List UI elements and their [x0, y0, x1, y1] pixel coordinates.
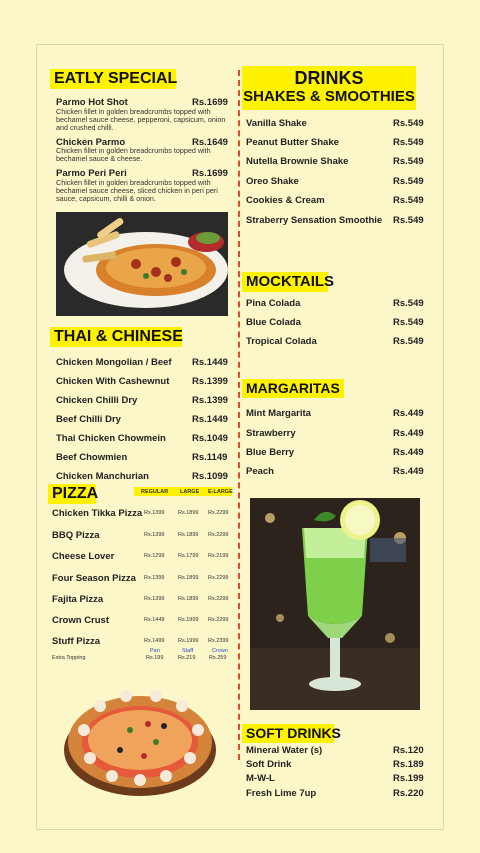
pizza-price: Rs.1999 [178, 617, 199, 623]
pizza-header: PIZZA [48, 484, 96, 504]
pizza-price: Rs.2299 [208, 575, 229, 581]
pizza-name: Stuff Pizza [52, 636, 101, 647]
menu-item-price: Rs.220 [393, 788, 424, 799]
mint-margarita-photo [250, 498, 420, 710]
menu-item-name: Chicken Chilli Dry [56, 395, 138, 406]
pizza-price: Rs.2299 [208, 596, 229, 602]
menu-item-price: Rs.1699 [192, 97, 228, 108]
pizza-price: Rs.1399 [144, 510, 165, 516]
menu-item-name: Mint Margarita [246, 408, 311, 419]
menu-item-name: Beef Chowmien [56, 452, 128, 463]
pizza-price: Rs.1799 [178, 553, 199, 559]
pizza-price: Rs.2299 [208, 510, 229, 516]
size-label-large: LARGE [180, 489, 200, 495]
pizza-price: Rs.1999 [178, 638, 199, 644]
pizza-name: Chicken Tikka Pizza [52, 508, 143, 519]
drinks-title: DRINKS [294, 68, 364, 88]
menu-item-description: Chicken fillet in golden breadcrumbs topped with bechamel sauce & cheese. [56, 146, 211, 163]
menu-item-price: Rs.1649 [192, 137, 228, 148]
menu-item-price: Rs.449 [393, 408, 424, 419]
menu-item-name: Cookies & Cream [246, 195, 325, 206]
pizza-price: Rs.1899 [178, 510, 199, 516]
drinks-header-box [242, 66, 416, 110]
menu-item-price: Rs.120 [393, 745, 424, 756]
pizza-price: Rs.1399 [144, 532, 165, 538]
menu-item-name: Strawberry [246, 428, 296, 439]
pizza-price: Rs.2199 [208, 553, 229, 559]
menu-item-price: Rs.1149 [192, 452, 228, 463]
size-label-regular: REGULAR [141, 489, 169, 495]
menu-item-price: Rs.1699 [192, 168, 228, 179]
pizza-price: Rs.1899 [178, 575, 199, 581]
menu-item-name: Parmo Peri Peri [56, 168, 127, 179]
menu-item-price: Rs.549 [393, 336, 424, 347]
menu-item-name: Chicken Mongolian / Beef [56, 357, 172, 368]
pizza-price: Rs.2299 [208, 532, 229, 538]
crust-label-pan: Pan [150, 648, 160, 654]
menu-item-name: M-W-L [246, 773, 275, 784]
pizza-name: Four Season Pizza [52, 573, 136, 584]
menu-item-name: Chicken Manchurian [56, 471, 149, 482]
menu-item-name: Blue Colada [246, 317, 301, 328]
menu-item-price: Rs.549 [393, 118, 424, 129]
thai-chinese-header: THAI & CHINESE [50, 327, 182, 347]
menu-item-price: Rs.449 [393, 447, 424, 458]
menu-item-name: Tropical Colada [246, 336, 317, 347]
menu-item-name: Peach [246, 466, 274, 477]
menu-item-price: Rs.1449 [192, 414, 228, 425]
menu-item-name: Oreo Shake [246, 176, 299, 187]
menu-item-name: Vanilla Shake [246, 118, 307, 129]
menu-item-name: Beef Chilli Dry [56, 414, 121, 425]
parmo-photo [56, 212, 228, 316]
menu-item-price: Rs.1399 [192, 376, 228, 387]
menu-item-name: Peanut Butter Shake [246, 137, 339, 148]
pizza-price: Rs.1449 [144, 617, 165, 623]
menu-item-price: Rs.449 [393, 466, 424, 477]
extra-topping-label: Extra Topping [52, 655, 86, 661]
pizza-photo [60, 670, 220, 800]
crust-label-crown: Crown [212, 648, 228, 654]
menu-item-price: Rs.1099 [192, 471, 228, 482]
menu-item-name: Fresh Lime 7up [246, 788, 317, 799]
menu-item-price: Rs.549 [393, 137, 424, 148]
menu-item-price: Rs.1399 [192, 395, 228, 406]
menu-item-name: Chicken Parmo [56, 137, 126, 148]
menu-item-name: Blue Berry [246, 447, 295, 458]
menu-item-name: Chicken With Cashewnut [56, 376, 170, 387]
menu-item-name: Parmo Hot Shot [56, 97, 128, 108]
pizza-name: Crown Crust [52, 615, 109, 626]
pizza-name: BBQ Pizza [52, 530, 100, 541]
menu-item-price: Rs.549 [393, 176, 424, 187]
menu-item-name: Soft Drink [246, 759, 292, 770]
menu-item-price: Rs.549 [393, 317, 424, 328]
pizza-name: Fajita Pizza [52, 594, 104, 605]
pizza-price: Rs.1899 [178, 532, 199, 538]
margaritas-header: MARGARITAS [242, 379, 344, 398]
extra-topping-price: Rs.219 [178, 655, 196, 661]
menu-item-price: Rs.549 [393, 156, 424, 167]
menu-item-name: Nutella Brownie Shake [246, 156, 349, 167]
menu-item-price: Rs.549 [393, 195, 424, 206]
crust-label-staff: Staff [182, 648, 194, 654]
pizza-price: Rs.1499 [144, 638, 165, 644]
pizza-price: Rs.2299 [208, 617, 229, 623]
menu-item-name: Straberry Sensation Smoothie [246, 215, 383, 226]
size-label-elarge: E-LARGE [208, 489, 233, 495]
pizza-price: Rs.1899 [178, 596, 199, 602]
extra-topping-price: Rs.199 [146, 655, 164, 661]
mocktails-header: MOCKTAILS [242, 272, 328, 292]
menu-item-name: Pina Colada [246, 298, 301, 309]
drinks-subtitle: SHAKES & SMOOTHIES [243, 88, 415, 105]
menu-item-name: Mineral Water (s) [246, 745, 323, 756]
menu-item-price: Rs.449 [393, 428, 424, 439]
pizza-price: Rs.1399 [144, 575, 165, 581]
eatly-special-header: EATLY SPECIAL [50, 69, 176, 89]
menu-item-price: Rs.1049 [192, 433, 228, 444]
menu-item-name: Thai Chicken Chowmein [56, 433, 166, 444]
pizza-price: Rs.1399 [144, 596, 165, 602]
menu-item-price: Rs.549 [393, 298, 424, 309]
menu-item-description: Chicken fillet in golden breadcrumbs topped with bechamel sauce cheese, pepperoni, capsicum, onion and crushed chilli. [56, 107, 226, 132]
pizza-price: Rs.1299 [144, 553, 165, 559]
pizza-name: Cheese Lover [52, 551, 115, 562]
soft-drinks-header: SOFT DRINKS [242, 724, 334, 743]
menu-item-price: Rs.189 [393, 759, 424, 770]
extra-topping-price: Rs.259 [209, 655, 227, 661]
pizza-price: Rs.2399 [208, 638, 229, 644]
menu-item-description: Chicken fillet in golden breadcrumbs topped with bechamel sauce cheese, sliced chicken in peri peri sauce, capsicum, chilli & onion. [56, 178, 218, 203]
column-divider [238, 70, 240, 760]
menu-item-price: Rs.549 [393, 215, 424, 226]
menu-item-price: Rs.199 [393, 773, 424, 784]
menu-item-price: Rs.1449 [192, 357, 228, 368]
